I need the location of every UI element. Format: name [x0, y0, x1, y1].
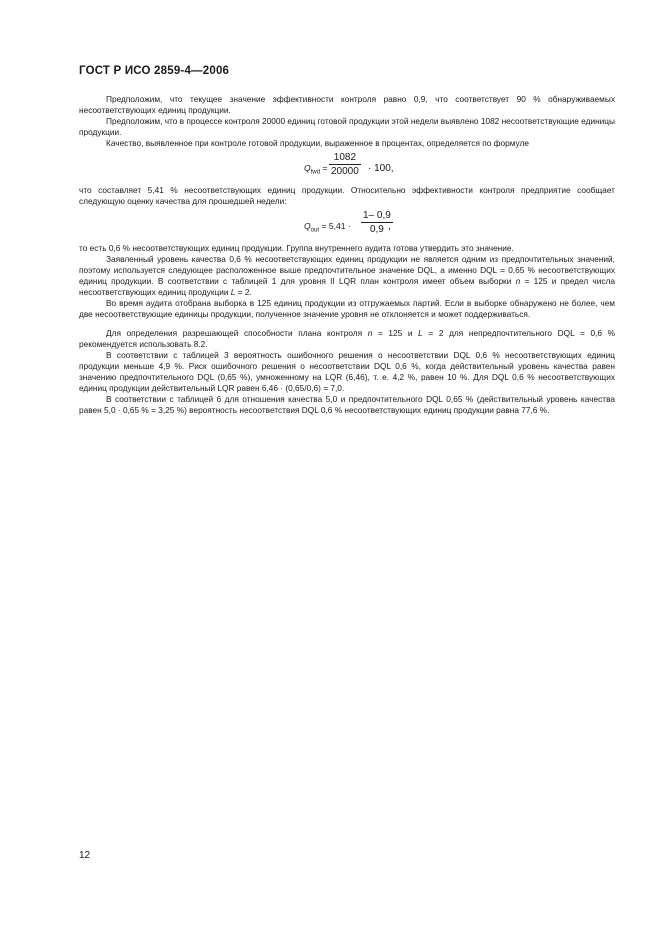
- fraction-numerator: 1082: [329, 151, 361, 165]
- formula-rhs: ,: [388, 221, 391, 232]
- formula-q-fwd: [79, 149, 615, 185]
- document-body: [79, 94, 615, 416]
- paragraph: В соответствии с таблицей 6 для отношения качества 5,0 и предпочтительного DQL 0,65 % (действительный уровень качества равен 5,0 · 0,65 % = 3,25 %) вероятность несоответствия DQL 0,6 % несоответствующих единиц продукции равна 77,6 %.: [79, 394, 615, 415]
- formula-lhs: $Q_{fwd}$ =: [304, 163, 328, 176]
- paragraph: Заявленный уровень качества 0,6 % несоответствующих единиц продукции не является одним из предпочтительных значений, поэтому используется следующее расположенное выше предпочтительное значение DQL, а именно DQL = 0,65 % несоответствующих единиц продукции. В соответствии с таблицей 1 для уровня II LQR план контроля имеет объем выборки n = 125 и предел числа несоответствующих единиц продукции L = 2.: [79, 254, 615, 297]
- paragraph: В соответствии с таблицей 3 вероятность ошибочного решения о несоответствии DQL 0,6 % несоответствующих единиц продукции меньше 4,9 %. Риск ошибочного решения о несоответствии DQL 0,6 %, когда действительный уровень качества равен значению предпочтительного DQL (0,65 %), умноженному на LQR (6,46), т. е. 4,2 %, равен 10 %. Для DQL 0,6 % несоответствующих единиц продукции действительный LQR равен 6,46 · (0,65/0,6) = 7,0.: [79, 350, 615, 393]
- formula-lhs: $Q_{out} = 5,41$ ·: [304, 221, 351, 234]
- formula-rhs: · 100,: [368, 163, 394, 174]
- paragraph: Для определения разрешающей способности плана контроля n = 125 и L = 2 для непредпочтительного DQL = 0,6 % рекомендуется использовать 8.2.: [79, 328, 615, 349]
- fraction-denominator: 20000: [331, 166, 359, 177]
- paragraph: Предположим, что текущее значение эффективности контроля равно 0,9, что соответствует 90 % обнаруживаемых несоответствующих единиц продукции.: [79, 94, 615, 115]
- formula-fraction: [329, 151, 361, 178]
- page-header: ГОСТ Р ИСО 2859-4—2006: [79, 65, 230, 77]
- page-number: 12: [79, 850, 91, 861]
- fraction-denominator: 0,9: [369, 224, 384, 235]
- paragraph: Во время аудита отобрана выборка в 125 единиц продукции из отгружаемых партий. Если в выборке обнаружено не более, чем две несоответствующие единицы продукции, полученное значение уровня не отклоняется и может поддерживаться.: [79, 298, 615, 319]
- paragraph: то есть 0,6 % несоответствующих единиц продукции. Группа внутреннего аудита готова утвердить это значение.: [79, 243, 514, 253]
- formula-q-out: [79, 207, 615, 243]
- paragraph: Предположим, что в процессе контроля 20000 единиц готовой продукции этой недели выявлено 1082 несоответствующие единицы продукции.: [79, 116, 616, 137]
- paragraph: Качество, выявленное при контроле готовой продукции, выраженное в процентах, определяется по формуле: [106, 138, 529, 148]
- paragraph: что составляет 5,41 % несоответствующих единиц продукции. Относительно эффективности контроля предприятие сообщает следующую оценку качества для прошедшей недели:: [79, 185, 615, 206]
- fraction-numerator: 1– 0,9: [363, 210, 391, 221]
